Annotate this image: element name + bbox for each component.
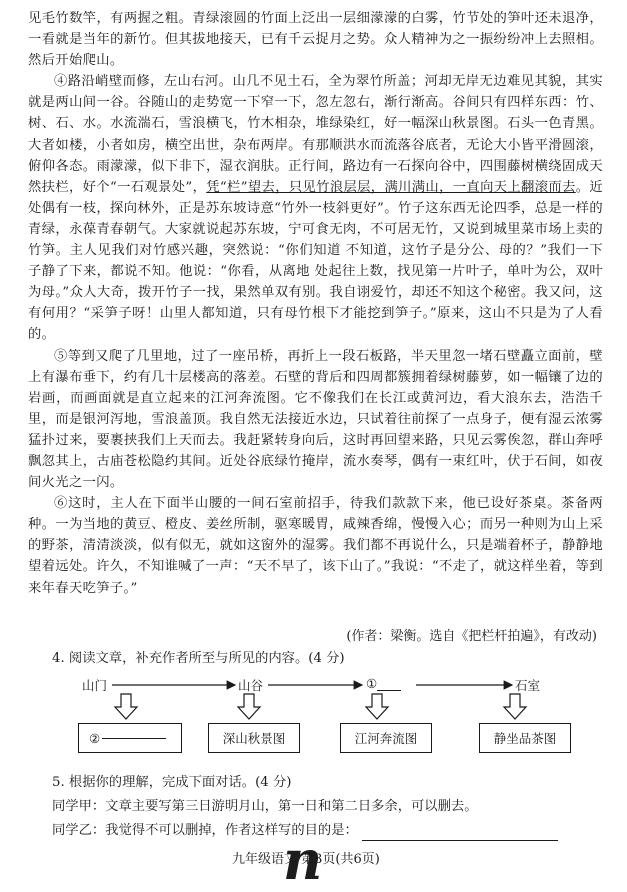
place-blank-1 xyxy=(366,676,401,691)
place-mountain-gate: 山门 xyxy=(82,678,108,693)
question-5-line-b-text: 同学乙：我觉得不可以删掉，作者这样写的目的是： xyxy=(52,823,358,838)
blank-1-line[interactable] xyxy=(377,690,401,691)
place-stone-room: 石室 xyxy=(515,678,541,693)
view-box-river: 江河奔流图 xyxy=(340,723,432,753)
paragraph-4-text-a: ④路沿峭壁而修，左山右河。山几不见土石，全为翠竹所盖；河却无岸无边难见其貌，其实就是两山间一谷。谷随山的走势宽一下窄一下，忽左忽右，渐行渐高。谷间只有四样东西：竹、树、石、水。水流湍石，雪浪横飞，竹木相杂，堆绿染红，好一幅深山秋景图。石头一色青黑。大者如楼，小者如房，横空出世，杂布两岸。有那顺洪水而流落谷底者，无论大小皆平滑圆滚，俯仰各态。雨濛濛，似下非下，湿衣润肤。正行间，路边有一石探向谷中，四围藤树横绕固成天然扶栏，好个“一石观景处”， xyxy=(28,74,603,195)
blank-1-number: ① xyxy=(366,676,378,691)
paragraph-4-text-b: 。近处偶有一枝，探向林外，正是苏东坡诗意“竹外一枝斜更好”。竹子这东西无论四季，总是一样的青绿，永葆青春朝气。大家就说起苏东坡，宁可食无肉，不可居无竹，又说到城里菜市场上卖的竹笋。主人见我们对竹感兴趣，突然说：“你们知道 不知道，这竹子是分公、母的？”我们一下子静了下来，都说不知。他说：“你看，从离地 处起往上数，找见第一片叶子，单叶为公，双叶为母。”众人大奇，拨开竹子一找，果然单双有别。我自诩爱竹，却还不知这个秘密。我又问，这有何用？“采笋子呀！山里人都知道，只有母竹根下才能挖到笋子。”原来，这山不只是为了人看的。 xyxy=(28,179,603,343)
view-box-blank-2 xyxy=(78,723,182,753)
view-box-tea: 静坐品茶图 xyxy=(479,723,571,753)
paragraph-4-underlined: 凭“栏”望去，只见竹浪层层，满川满山，一直向天上翻滚而去 xyxy=(206,179,576,195)
paragraph-4 xyxy=(28,71,603,345)
article-body xyxy=(28,8,603,599)
view-box-autumn: 深山秋景图 xyxy=(208,723,300,753)
paragraph-continued: 见毛竹数竿，有两握之粗。青绿滚圆的竹面上泛出一层细濛濛的白雾，竹节处的笋叶还未退净，一看就是当年的新竹。但其拔地接天，已有千云捉月之势。众人精神为之一振纷纷冲上去照相。然后开始爬山。 xyxy=(28,11,603,69)
place-valley: 山谷 xyxy=(238,678,264,693)
question-4-prompt: 4. 阅读文章，补充作者所至与所见的内容。(4 分) xyxy=(52,651,345,666)
blank-2-line[interactable] xyxy=(102,738,166,739)
watermark-logo: n xyxy=(283,828,323,892)
question-5-prompt: 5. 根据你的理解，完成下面对话。(4 分) xyxy=(52,775,292,790)
paragraph-6: ⑥这时，主人在下面半山腰的一间石室前招手，待我们款款下来，他已设好茶桌。茶备两种。一为当地的黄豆、橙皮、姜丝所制，驱寒暖胃，咸辣香绵，慢慢入心；而另一种则为山上采的野茶，清清淡淡，似有似无，就如这窗外的湿雾。我们都不再说什么，只是端着杯子，静静地望着远处。许久，不知谁喊了一声：“天不早了，该下山了。”我说：“不走了，就这样坐着，等到来年春天吃笋子。” xyxy=(28,496,603,596)
down-arrow-2 xyxy=(238,694,260,719)
down-arrow-3 xyxy=(366,694,388,719)
question-5-answer-line[interactable] xyxy=(362,840,558,841)
article-attribution: (作者：梁衡。选自《把栏杆拍遍》，有改动) xyxy=(346,629,597,644)
blank-2-number: ② xyxy=(89,730,101,746)
question-5-line-a: 同学甲：文章主要写第三日游明月山，第一日和第二日多余，可以删去。 xyxy=(52,799,478,814)
page-footer: 九年级语文 第3页(共6页) xyxy=(232,852,380,867)
question-4-flow-diagram xyxy=(0,672,627,772)
down-arrow-1 xyxy=(115,694,137,719)
down-arrow-4 xyxy=(504,694,526,719)
paragraph-5: ⑤等到又爬了几里地，过了一座吊桥，再折上一段石板路，半天里忽一堵石壁矗立面前，壁上有瀑布垂下，约有几十层楼高的落差。石壁的背后和四周都簇拥着绿树藤萝，如一幅镶了边的岩画，而画面就是直立起来的江河奔流图。它不像我们在长江或黄河边，看大浪东去，浩浩千里，而是银河泻地，雪浪盖顶。我自然无法接近水边，只试着往前探了一点身子，便有湿云浓雾猛扑过来，要裹挟我们上天而去。我赶紧转身向后，这时再回望来路，只见云雾俟忽，群山奔呼飘忽其上，古庙苍松隐约其间。近处谷底绿竹掩岸，流水奏琴，偶有一束红叶，伏于石间，如夜间火光之一闪。 xyxy=(28,348,603,491)
